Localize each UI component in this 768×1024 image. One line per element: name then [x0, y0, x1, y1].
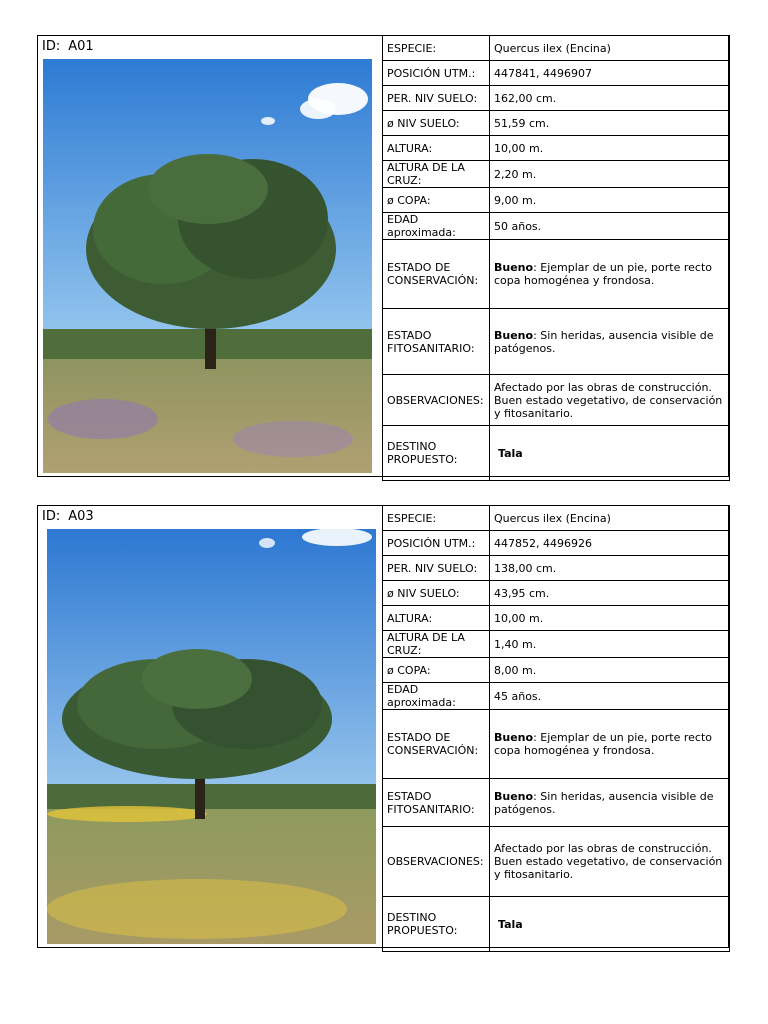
- conservacion-rating: Bueno: [494, 731, 534, 744]
- tree-photo: [43, 59, 372, 473]
- row-destino: [383, 897, 730, 952]
- label-diam: ø NIV SUELO:: [383, 111, 490, 136]
- row-destino: [383, 426, 730, 481]
- row-altura: [383, 136, 730, 161]
- label-especie: ESPECIE:: [383, 506, 490, 531]
- value-edad: 45 años.: [490, 683, 730, 710]
- photo-column: [38, 506, 383, 947]
- row-observaciones: [383, 827, 730, 897]
- id-prefix: ID:: [42, 39, 61, 54]
- tree-id-value: A01: [68, 39, 94, 54]
- row-posicion: [383, 61, 730, 86]
- value-observaciones: Afectado por las obras de construcción. Buen estado vegetativo, de conservación y fitosanitario.: [490, 827, 730, 897]
- row-observaciones: [383, 375, 730, 426]
- row-diam: [383, 581, 730, 606]
- row-posicion: [383, 531, 730, 556]
- tree-id-label: [42, 39, 94, 54]
- value-observaciones: Afectado por las obras de construcción. Buen estado vegetativo, de conservación y fitosanitario.: [490, 375, 730, 426]
- label-per: PER. NIV SUELO:: [383, 556, 490, 581]
- fito-detail: : Sin heridas, ausencia visible de patógenos.: [494, 328, 714, 355]
- tree-photo: [47, 529, 376, 944]
- value-destino: Tala: [490, 426, 730, 481]
- conservacion-detail: : Ejemplar de un pie, porte recto copa homogénea y frondosa.: [494, 261, 713, 287]
- label-altura: ALTURA:: [383, 136, 490, 161]
- row-especie: [383, 36, 730, 61]
- row-copa: [383, 658, 730, 683]
- value-posicion: 447852, 4496926: [490, 531, 730, 556]
- tree-record-card-a03: [37, 505, 729, 948]
- row-per: [383, 86, 730, 111]
- id-prefix: ID:: [42, 509, 61, 524]
- row-diam: [383, 111, 730, 136]
- value-especie: Quercus ilex (Encina): [490, 506, 730, 531]
- label-conservacion: ESTADO DE CONSERVACIÓN:: [383, 240, 490, 309]
- label-diam: ø NIV SUELO:: [383, 581, 490, 606]
- value-fitosanitario: [490, 779, 730, 827]
- label-fitosanitario: ESTADO FITOSANITARIO:: [383, 779, 490, 827]
- tree-data-table: [382, 505, 730, 952]
- value-copa: 9,00 m.: [490, 188, 730, 213]
- value-copa: 8,00 m.: [490, 658, 730, 683]
- label-posicion: POSICIÓN UTM.:: [383, 61, 490, 86]
- row-per: [383, 556, 730, 581]
- label-per: PER. NIV SUELO:: [383, 86, 490, 111]
- value-altura-cruz: 2,20 m.: [490, 161, 730, 188]
- label-destino: DESTINO PROPUESTO:: [383, 426, 490, 481]
- value-per: 138,00 cm.: [490, 556, 730, 581]
- fito-detail: : Sin heridas, ausencia visible de patógenos.: [494, 789, 714, 816]
- row-conservacion: [383, 240, 730, 309]
- row-edad: [383, 213, 730, 240]
- value-edad: 50 años.: [490, 213, 730, 240]
- conservacion-detail: : Ejemplar de un pie, porte recto copa homogénea y frondosa.: [494, 731, 713, 757]
- label-observaciones: OBSERVACIONES:: [383, 827, 490, 897]
- row-fitosanitario: [383, 309, 730, 375]
- label-conservacion: ESTADO DE CONSERVACIÓN:: [383, 710, 490, 779]
- label-posicion: POSICIÓN UTM.:: [383, 531, 490, 556]
- label-altura-cruz: ALTURA DE LA CRUZ:: [383, 161, 490, 188]
- label-edad: EDAD aproximada:: [383, 213, 490, 240]
- value-fitosanitario: [490, 309, 730, 375]
- label-observaciones: OBSERVACIONES:: [383, 375, 490, 426]
- value-per: 162,00 cm.: [490, 86, 730, 111]
- row-copa: [383, 188, 730, 213]
- value-especie: Quercus ilex (Encina): [490, 36, 730, 61]
- value-destino: Tala: [490, 897, 730, 952]
- tree-photo-drawing: [43, 59, 372, 473]
- tree-photo-drawing: [47, 529, 376, 944]
- value-altura: 10,00 m.: [490, 606, 730, 631]
- value-diam: 43,95 cm.: [490, 581, 730, 606]
- label-fitosanitario: ESTADO FITOSANITARIO:: [383, 309, 490, 375]
- row-altura-cruz: [383, 161, 730, 188]
- row-especie: [383, 506, 730, 531]
- row-altura: [383, 606, 730, 631]
- label-copa: ø COPA:: [383, 188, 490, 213]
- conservacion-rating: Bueno: [494, 261, 534, 274]
- tree-record-card-a01: [37, 35, 729, 477]
- label-altura: ALTURA:: [383, 606, 490, 631]
- label-destino: DESTINO PROPUESTO:: [383, 897, 490, 952]
- photo-column: [38, 36, 383, 476]
- tree-data-table: [382, 35, 730, 481]
- value-conservacion: [490, 710, 730, 779]
- label-altura-cruz: ALTURA DE LA CRUZ:: [383, 631, 490, 658]
- row-edad: [383, 683, 730, 710]
- tree-id-label: [42, 509, 94, 524]
- label-copa: ø COPA:: [383, 658, 490, 683]
- fito-rating: Bueno: [494, 328, 534, 342]
- row-altura-cruz: [383, 631, 730, 658]
- fito-rating: Bueno: [494, 789, 534, 803]
- label-edad: EDAD aproximada:: [383, 683, 490, 710]
- label-especie: ESPECIE:: [383, 36, 490, 61]
- value-altura: 10,00 m.: [490, 136, 730, 161]
- row-conservacion: [383, 710, 730, 779]
- value-conservacion: [490, 240, 730, 309]
- row-fitosanitario: [383, 779, 730, 827]
- value-diam: 51,59 cm.: [490, 111, 730, 136]
- value-posicion: 447841, 4496907: [490, 61, 730, 86]
- value-altura-cruz: 1,40 m.: [490, 631, 730, 658]
- tree-id-value: A03: [68, 509, 94, 524]
